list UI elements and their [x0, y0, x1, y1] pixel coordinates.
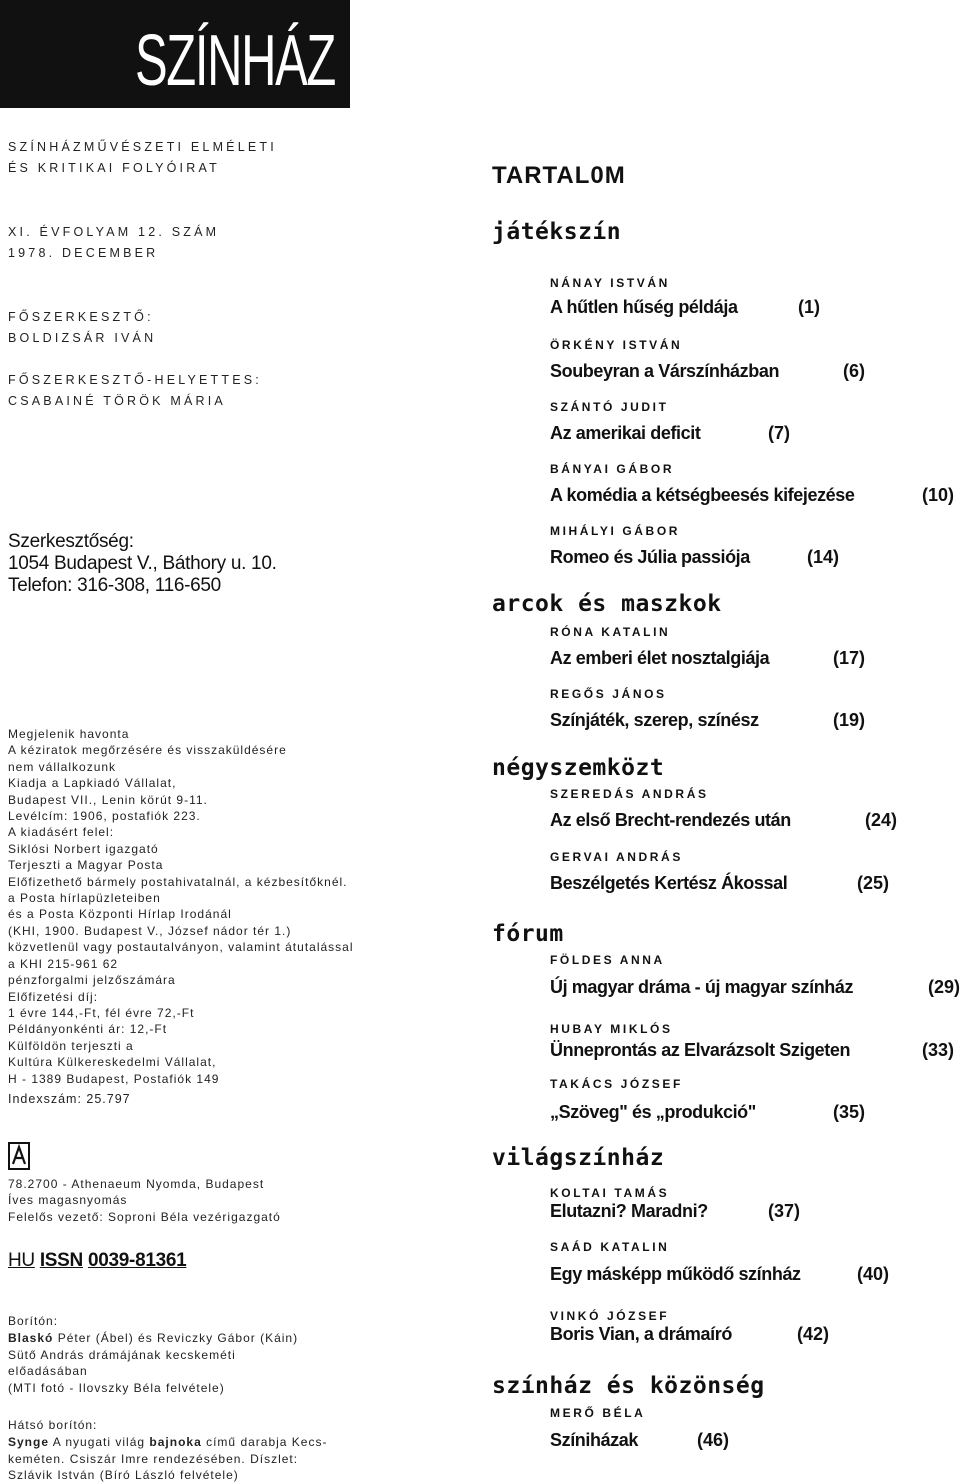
- back-cover-name2: bajnoka: [149, 1435, 202, 1450]
- masthead-line1: SZÍNHÁZMŰVÉSZETI ELMÉLETI: [8, 140, 277, 154]
- toc-author: TAKÁCS JÓZSEF: [550, 1077, 683, 1091]
- cover-line3: előadásában: [8, 1364, 88, 1379]
- logo-text: SZÍNHÁZ: [135, 21, 336, 101]
- toc-page-number: (25): [857, 873, 890, 893]
- toc-page-number: (17): [833, 648, 866, 668]
- toc-page-number: (35): [833, 1102, 866, 1122]
- cover-label: Borítón:: [8, 1314, 59, 1328]
- cover-line4: (MTI fotó - Ilovszky Béla felvétele): [8, 1380, 225, 1395]
- printer-info: [8, 1176, 281, 1225]
- back-cover-label: Hátsó borítón:: [8, 1418, 98, 1432]
- toc-article-title: Soubeyran a Várszínházban: [550, 361, 780, 381]
- toc-author: SZEREDÁS ANDRÁS: [550, 787, 709, 801]
- colophon-line: és a Posta Központi Hírlap Irodánál: [8, 907, 232, 922]
- colophon-line: Siklósi Norbert igazgató: [8, 841, 159, 856]
- toc-page-number: (40): [857, 1264, 890, 1284]
- toc-author: VINKÓ JÓZSEF: [550, 1309, 670, 1323]
- toc-article-title: Elutazni? Maradni?: [550, 1201, 708, 1221]
- toc-author: GERVAI ANDRÁS: [550, 850, 683, 864]
- colophon-line: A kiadásért felel:: [8, 825, 115, 840]
- cover-caption: [8, 1313, 298, 1396]
- issn-label: ISSN: [39, 1250, 83, 1271]
- toc-section-title: fórum: [492, 921, 564, 947]
- toc-article-title: Színiházak: [550, 1430, 639, 1450]
- toc-article-title: Új magyar dráma - új magyar színház: [550, 977, 854, 997]
- deputy-editor-block: [8, 370, 262, 412]
- toc-page-number: (7): [768, 423, 790, 443]
- cover-name1: Blaskó: [8, 1331, 54, 1346]
- colophon-line: Terjeszti a Magyar Posta: [8, 858, 164, 873]
- toc-page-number: (14): [807, 547, 840, 567]
- cover-line1: [8, 1330, 298, 1346]
- toc-author: ÖRKÉNY ISTVÁN: [550, 338, 683, 352]
- editor-label: FŐSZERKESZTŐ:: [8, 310, 154, 324]
- toc-page-number: (33): [922, 1040, 955, 1060]
- colophon-line: Kultúra Külkereskedelmi Vállalat,: [8, 1055, 217, 1070]
- toc-author: MIHÁLYI GÁBOR: [550, 524, 681, 538]
- colophon-line: 1 évre 144,-Ft, fél évre 72,-Ft: [8, 1005, 195, 1020]
- printer-line2: Íves magasnyomás: [8, 1193, 128, 1208]
- toc-section-title: színház és közönség: [492, 1373, 765, 1399]
- back-cover-name1: Synge: [8, 1435, 50, 1450]
- colophon-line: A kéziratok megőrzésére és visszaküldésére: [8, 743, 287, 758]
- toc-article-title: Az amerikai deficit: [550, 423, 701, 443]
- colophon-line: pénzforgalmi jelzőszámára: [8, 973, 176, 988]
- issn-prefix: HU: [8, 1250, 35, 1271]
- colophon-line: a Posta hírlapüzleteiben: [8, 891, 161, 906]
- deputy-name: CSABAINÉ TÖRÖK MÁRIA: [8, 394, 226, 408]
- office-label: Szerkesztőség:: [8, 531, 134, 552]
- back-cover-line3: Szlávik István (Bíró László felvétele): [8, 1468, 239, 1483]
- printer-emblem-icon: [8, 1142, 30, 1170]
- colophon-line: Levélcím: 1906, postafiók 223.: [8, 809, 201, 824]
- colophon-line: Példányonkénti ár: 12,-Ft: [8, 1022, 168, 1037]
- toc-section-title: játékszín: [492, 219, 622, 245]
- issue-info: [8, 222, 219, 264]
- masthead-subtitle: [8, 137, 277, 179]
- toc-page-number: (29): [928, 977, 960, 997]
- toc-author: KOLTAI TAMÁS: [550, 1186, 670, 1200]
- toc-article-title: Ünneprontás az Elvarázsolt Szigeten: [550, 1040, 851, 1060]
- toc-page-number: (24): [865, 810, 898, 830]
- colophon-line: a KHI 215-961 62: [8, 956, 119, 971]
- colophon-line: nem vállalkozunk: [8, 759, 117, 774]
- issue-date: 1978. DECEMBER: [8, 246, 159, 260]
- toc-page-number: (37): [768, 1201, 801, 1221]
- toc-section-title: arcok és maszkok: [492, 591, 722, 617]
- toc-article-title: „Szöveg" és „produkció": [550, 1102, 756, 1122]
- toc-article-title: A hűtlen hűség példája: [550, 297, 738, 317]
- toc-article-title: Egy másképp működő színház: [550, 1264, 801, 1284]
- masthead-line2: ÉS KRITIKAI FOLYÓIRAT: [8, 161, 220, 175]
- toc-page-number: (1): [798, 297, 820, 317]
- back-cover-text2: című darabja Kecs-: [201, 1435, 328, 1450]
- volume-number: XI. ÉVFOLYAM 12. SZÁM: [8, 225, 220, 239]
- toc-title: TARTAL0M: [492, 162, 626, 189]
- issn: [8, 1250, 186, 1272]
- index-number: Indexszám: 25.797: [8, 1092, 131, 1106]
- colophon-line: Előfizetési díj:: [8, 989, 99, 1004]
- toc-article-title: Boris Vian, a drámaíró: [550, 1324, 732, 1344]
- colophon-line: Kiadja a Lapkiadó Vállalat,: [8, 776, 177, 791]
- colophon-line: Budapest VII., Lenin körút 9-11.: [8, 792, 208, 807]
- printer-line1: 78.2700 - Athenaeum Nyomda, Budapest: [8, 1177, 265, 1191]
- printer-line3: Felelős vezető: Soproni Béla vezérigazgató: [8, 1209, 281, 1224]
- toc-author: HUBAY MIKLÓS: [550, 1022, 673, 1036]
- magazine-logo: [0, 0, 350, 108]
- cover-line2: Sütő András drámájának kecskeméti: [8, 1347, 236, 1362]
- toc-author: BÁNYAI GÁBOR: [550, 462, 675, 476]
- toc-page-number: (42): [797, 1324, 830, 1344]
- office-phone: Telefon: 316-308, 116-650: [8, 575, 221, 596]
- office-address: 1054 Budapest V., Báthory u. 10.: [8, 553, 277, 574]
- toc-author: NÁNAY ISTVÁN: [550, 276, 670, 290]
- toc-author: RÓNA KATALIN: [550, 625, 671, 639]
- colophon-line: Külföldön terjeszti a: [8, 1038, 134, 1053]
- editorial-office: [8, 531, 277, 597]
- toc-article-title: Romeo és Júlia passiója: [550, 547, 750, 567]
- cover-text1: Péter (Ábel) és Reviczky Gábor (Káin): [53, 1331, 299, 1346]
- toc-article-title: Beszélgetés Kertész Ákossal: [550, 873, 788, 893]
- toc-page-number: (10): [922, 485, 955, 505]
- back-cover-line2: keméten. Csiszár Imre rendezésében. Díszlet:: [8, 1451, 299, 1466]
- colophon-line: (KHI, 1900. Budapest V., József nádor tér 1.): [8, 923, 292, 938]
- colophon-line: Előfizethető bármely postahivatalnál, a kézbesítőknél.: [8, 874, 348, 889]
- toc-author: SZÁNTÓ JUDIT: [550, 400, 669, 414]
- toc-page-number: (46): [697, 1430, 730, 1450]
- back-cover-line1: [8, 1434, 360, 1450]
- back-cover-text1: A nyugati világ: [49, 1435, 150, 1450]
- toc-author: SAÁD KATALIN: [550, 1240, 670, 1254]
- colophon: [8, 726, 354, 1087]
- editor-block: [8, 307, 156, 349]
- logo-wordmark: [0, 0, 350, 108]
- toc-section-title: négyszemközt: [492, 755, 665, 781]
- toc-author: REGŐS JÁNOS: [550, 687, 667, 701]
- deputy-label: FŐSZERKESZTŐ-HELYETTES:: [8, 373, 262, 387]
- toc-article-title: Színjáték, szerep, színész: [550, 710, 759, 730]
- toc-author: MERŐ BÉLA: [550, 1406, 646, 1420]
- colophon-line: közvetlenül vagy postautalványon, valamint átutalással: [8, 940, 354, 955]
- toc-page-number: (19): [833, 710, 866, 730]
- colophon-line: H - 1389 Budapest, Postafiók 149: [8, 1071, 220, 1086]
- back-cover-caption: [8, 1417, 360, 1484]
- toc-page-number: (6): [843, 361, 865, 381]
- toc-article-title: Az első Brecht-rendezés után: [550, 810, 791, 830]
- toc-author: FÖLDES ANNA: [550, 953, 665, 967]
- toc-article-title: A komédia a kétségbeesés kifejezése: [550, 485, 855, 505]
- editor-name: BOLDIZSÁR IVÁN: [8, 331, 157, 345]
- toc-section-title: világszínház: [492, 1145, 665, 1171]
- toc-article-title: Az emberi élet nosztalgiája: [550, 648, 770, 668]
- colophon-line: Megjelenik havonta: [8, 727, 130, 741]
- issn-number: 0039-81361: [87, 1250, 187, 1271]
